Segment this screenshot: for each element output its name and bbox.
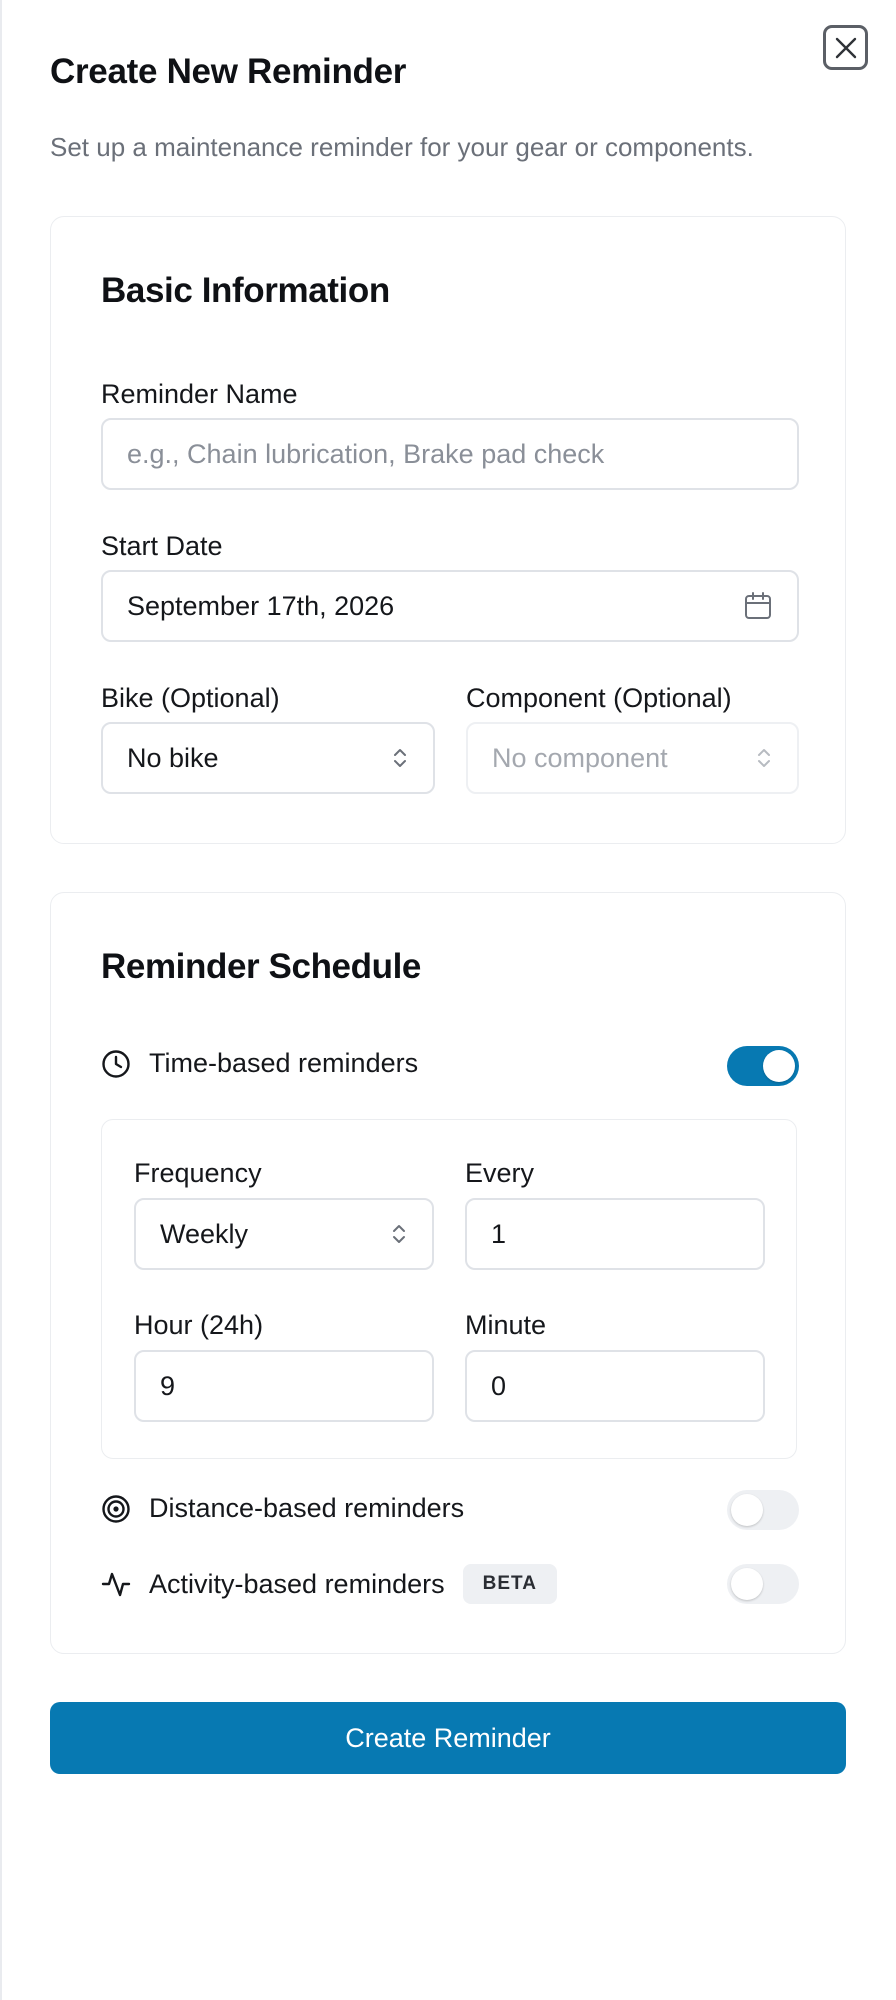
minute-label: Minute (465, 1310, 547, 1340)
time-based-row (101, 1048, 418, 1079)
activity-based-toggle[interactable] (727, 1564, 799, 1604)
beta-badge: BETA (463, 1564, 557, 1604)
reminder-name-input[interactable] (101, 418, 799, 490)
basic-information-card (50, 216, 846, 844)
hour-input[interactable] (134, 1350, 434, 1422)
basic-information-title: Basic Information (101, 271, 390, 310)
every-label: Every (465, 1158, 535, 1188)
toggle-knob (731, 1568, 763, 1600)
reminder-name-label: Reminder Name (101, 379, 298, 409)
frequency-value: Weekly (160, 1218, 249, 1249)
dialog-title: Create New Reminder (50, 52, 407, 91)
frequency-select[interactable] (134, 1198, 434, 1270)
time-settings-panel (101, 1119, 797, 1459)
chevron-updown-icon (391, 745, 409, 771)
reminder-name-placeholder: e.g., Chain lubrication, Brake pad check (127, 438, 605, 469)
component-select-value: No component (492, 742, 668, 773)
distance-based-label: Distance-based reminders (149, 1493, 465, 1523)
toggle-knob (731, 1494, 763, 1526)
activity-based-label: Activity-based reminders (149, 1568, 445, 1599)
activity-based-row (101, 1564, 557, 1604)
time-based-label: Time-based reminders (149, 1048, 419, 1078)
every-value: 1 (491, 1218, 507, 1249)
chevron-updown-icon (755, 745, 773, 771)
create-reminder-button[interactable]: Create Reminder (50, 1702, 846, 1774)
chevron-updown-icon (390, 1221, 408, 1247)
every-input[interactable] (465, 1198, 765, 1270)
minute-value: 0 (491, 1370, 507, 1401)
reminder-schedule-card (50, 892, 846, 1654)
start-date-value: September 17th, 2026 (127, 590, 395, 621)
component-label: Component (Optional) (466, 683, 732, 713)
bike-select-value: No bike (127, 742, 219, 773)
dialog-subtitle: Set up a maintenance reminder for your gear or components. (50, 132, 754, 162)
close-button[interactable] (823, 25, 868, 70)
frequency-label: Frequency (134, 1158, 262, 1188)
hour-label: Hour (24h) (134, 1310, 264, 1340)
start-date-label: Start Date (101, 531, 223, 561)
toggle-knob (763, 1050, 795, 1082)
bike-label: Bike (Optional) (101, 683, 280, 713)
start-date-picker[interactable] (101, 570, 799, 642)
left-edge-divider (0, 0, 2, 2000)
distance-based-row (101, 1493, 464, 1524)
close-icon (835, 37, 857, 59)
component-select[interactable] (466, 722, 799, 794)
clock-icon (101, 1049, 131, 1079)
reminder-schedule-title: Reminder Schedule (101, 947, 421, 986)
hour-value: 9 (160, 1370, 176, 1401)
calendar-icon (743, 591, 773, 621)
distance-based-toggle[interactable] (727, 1490, 799, 1530)
activity-icon (101, 1569, 131, 1599)
bike-select[interactable] (101, 722, 435, 794)
time-based-toggle[interactable] (727, 1046, 799, 1086)
minute-input[interactable] (465, 1350, 765, 1422)
target-icon (101, 1494, 131, 1524)
